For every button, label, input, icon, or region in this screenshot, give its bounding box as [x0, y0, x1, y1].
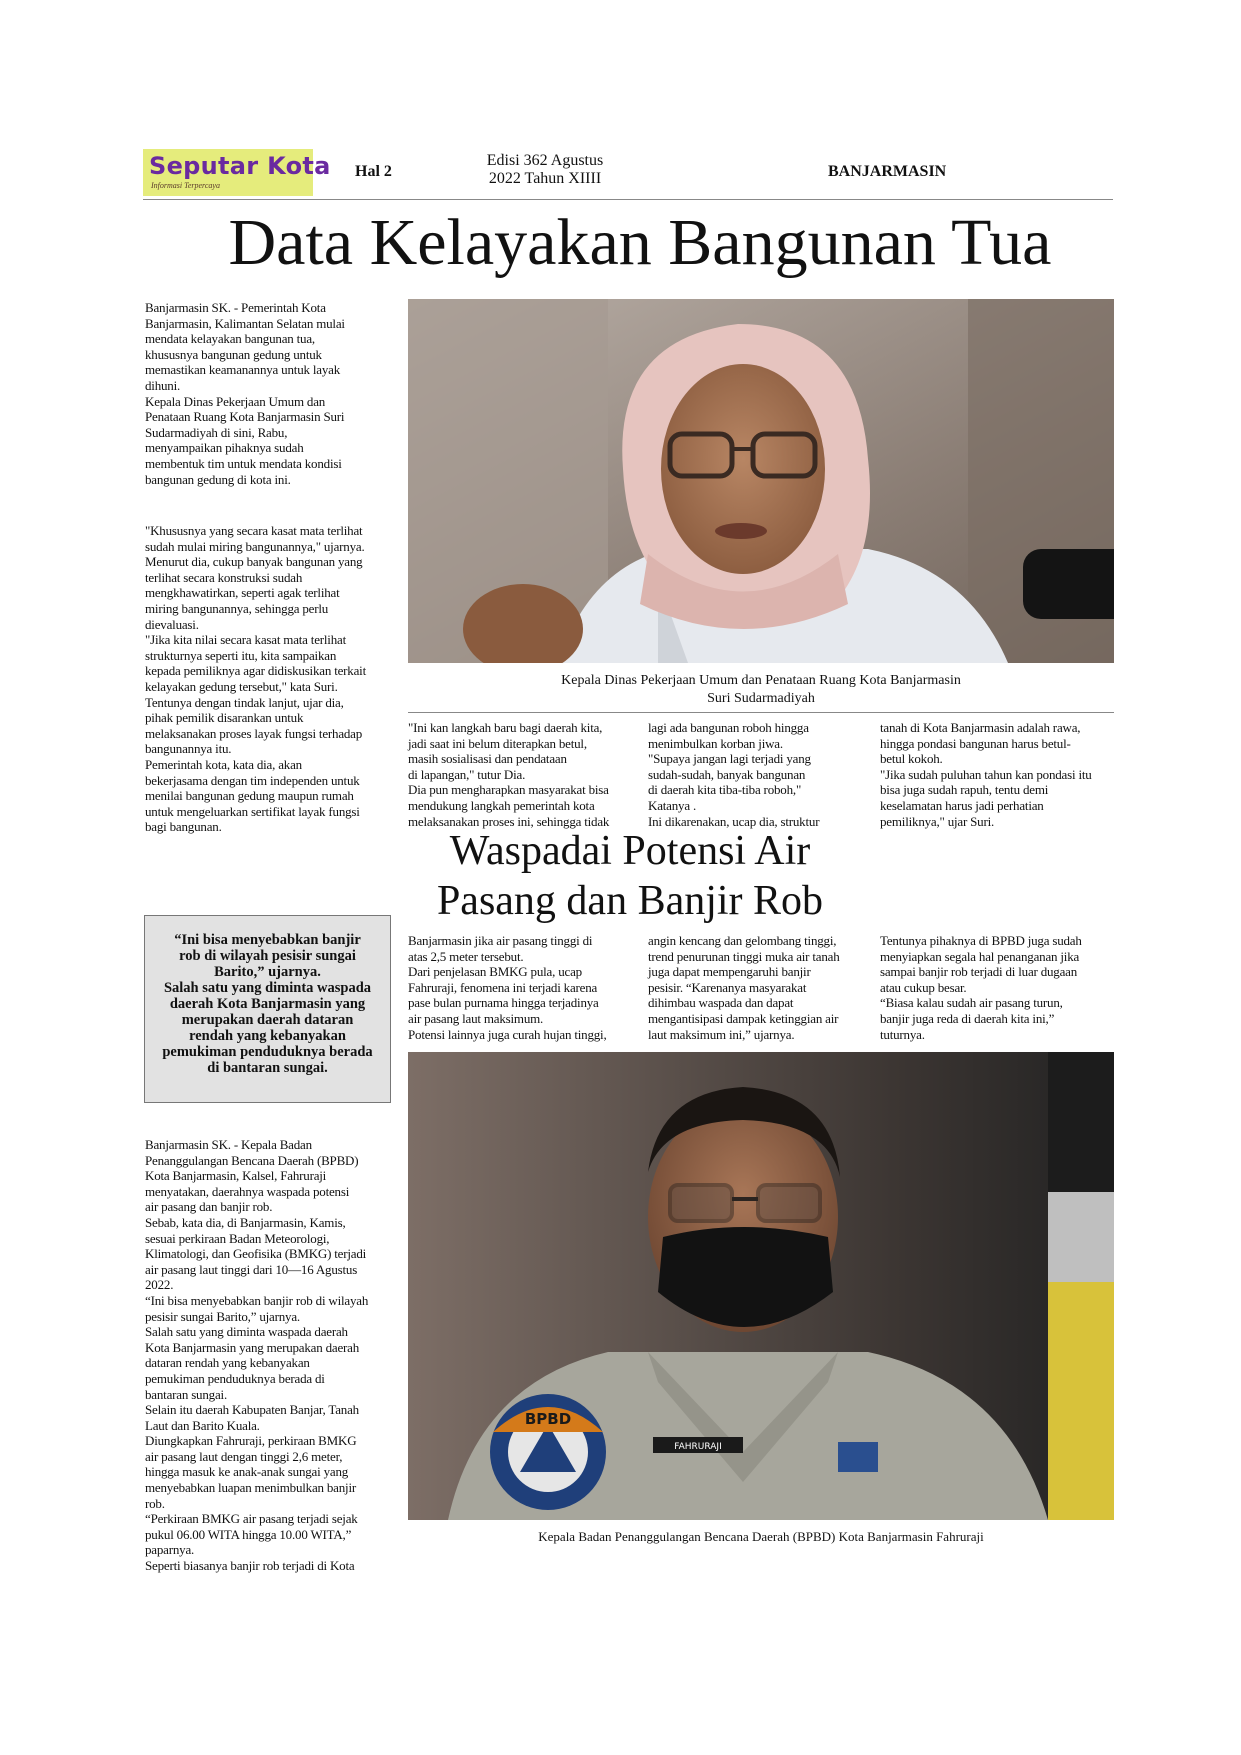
page-number: Hal 2: [355, 163, 392, 180]
pull-quote-box: [144, 915, 391, 1103]
article2-headline: Waspadai Potensi Air Pasang dan Banjir Rob: [436, 828, 824, 924]
article2-col1: Banjarmasin SK. - Kepala Badan Penanggulangan Bencana Daerah (BPBD) Kota Banjarmasin, Kalsel, Fahruraji menyatakan, daerahnya waspada potensi air pasang dan banjir rob. Sebab, kata dia, di Banjarmasin, Kamis, sesuai perkiraan Badan Meteorologi, Klimatologi, dan Geofisika (BMKG) terjadi air pasang laut tinggi dari 10—16 Agustus 2022. “Ini bisa menyebabkan banjir rob di wilayah pesisir sungai Barito,” ujarnya. Salah satu yang diminta waspada daerah Kota Banjarmasin yang merupakan daerah dataran rendah yang kebanyakan pemukiman penduduknya berada di bantaran sungai. Selain itu daerah Kabupaten Banjar, Tanah Laut dan Barito Kuala. Diungkapkan Fahruraji, perkiraan BMKG air pasang laut dengan tinggi 2,6 meter, hingga masuk ke anak-anak sungai yang menyebabkan luapan menimbulkan banjir rob. “Perkiraan BMKG air pasang terjadi sejak pukul 06.00 WITA hingga 10.00 WITA,” paparnya. Seperti biasanya banjir rob terjadi di Kota: [145, 1137, 369, 1574]
portrait-bpbd-official: [408, 1052, 1114, 1520]
logo-wordmark: Seputar Kota: [149, 152, 331, 180]
publication-logo: [143, 149, 331, 196]
article1-col1-body: "Khususnya yang secara kasat mata terlihat sudah mulai miring bangunannya," ujarnya. Menurut dia, cukup banyak bangunan yang terlihat secara konstruksi sudah mengkhawatirkan, seperti agak terlihat miring bangunannya, sehingga perlu dievaluasi. "Jika kita nilai secara kasat mata terlihat strukturnya seperti itu, kita sampaikan kepada pemiliknya agar didiskusikan terkait kelayakan gedung tersebut," kata Suri. Tentunya dengan tindak lanjut, ujar dia, pihak pemilik disarankan untuk melaksanakan proses layak fungsi terhadap bangunannya itu. Pemerintah kota, kata dia, akan bekerjasama dengan tim independen untuk menilai bangunan gedung maupun rumah untuk mengeluarkan sertifikat layak fungsi bagi bangunan.: [145, 523, 366, 835]
article2-col3: angin kencang dan gelombang tinggi, trend penurunan tinggi muka air tanah juga dapat mempengaruhi banjir pesisir. “Karenanya masyarakat dihimbau waspada dan dapat mengantisipasi dampak ketinggian air laut maksimum ini,” ujarnya.: [648, 933, 840, 1042]
logo-tagline: Informasi Terpercaya: [151, 181, 220, 190]
article2-col4: Tentunya pihaknya di BPBD juga sudah menyiapkan segala hal penanganan jika sampai banjir rob terjadi di luar dugaan atau cukup besar. “Biasa kalau sudah air pasang turun, banjir juga reda di daerah kita ini,” tuturnya.: [880, 933, 1082, 1042]
article1-photo: [408, 299, 1114, 663]
article1-col1-intro: Banjarmasin SK. - Pemerintah Kota Banjarmasin, Kalimantan Selatan mulai mendata kelayakan bangunan tua, khususnya bangunan gedung untuk memastikan keamanannya untuk layak dihuni. Kepala Dinas Pekerjaan Umum dan Penataan Ruang Kota Banjarmasin Suri Sudarmadiyah di sini, Rabu, menyampaikan pihaknya sudah membentuk tim untuk mendata kondisi bangunan gedung di kota ini.: [145, 300, 345, 487]
article1-col2: "Ini kan langkah baru bagi daerah kita, jadi saat ini belum diterapkan betul, masih sosialisasi dan pendataan di lapangan," tutur Dia. Dia pun mengharapkan masyarakat bisa mendukung langkah pemerintah kota melaksanakan proses ini, sehingga tidak: [408, 720, 610, 829]
article1-col3: lagi ada bangunan roboh hingga menimbulkan korban jiwa. "Supaya jangan lagi terjadi yang sudah-sudah, banyak bangunan di daerah kita tiba-tiba roboh," Katanya . Ini dikarenakan, ucap dia, struktur: [648, 720, 820, 829]
article1-caption-rule: [408, 712, 1114, 713]
portrait-official-hijab: [408, 299, 1114, 663]
article2-photo: [408, 1052, 1114, 1520]
article2-photo-caption: Kepala Badan Penanggulangan Bencana Daerah (BPBD) Kota Banjarmasin Fahruraji: [538, 1529, 984, 1544]
article1-photo-caption: Kepala Dinas Pekerjaan Umum dan Penataan Ruang Kota Banjarmasin Suri Sudarmadiyah: [561, 673, 961, 706]
header-rule: [143, 199, 1113, 200]
article2-col2: Banjarmasin jika air pasang tinggi di atas 2,5 meter tersebut. Dari penjelasan BMKG pula, ucap Fahruraji, fenomena ini terjadi karena pase bulan purnama hingga terjadinya air pasang laut maksimum. Potensi lainnya juga curah hujan tinggi,: [408, 933, 607, 1042]
edition-info: Edisi 362 Agustus 2022 Tahun XIIII: [486, 152, 604, 187]
bpbd-badge-text: BPBD: [524, 1410, 572, 1428]
pull-quote-text: “Ini bisa menyebabkan banjir rob di wilayah pesisir sungai Barito,” ujarnya. Salah satu yang diminta waspada daerah Kota Banjarmasin yang merupakan daerah dataran rendah yang kebanyakan pemukiman penduduknya berada di bantaran sungai.: [162, 932, 373, 1076]
article1-headline: Data Kelayakan Bangunan Tua: [228, 206, 1052, 279]
nametag-text: FAHRURAJI: [674, 1442, 722, 1452]
article1-col4: tanah di Kota Banjarmasin adalah rawa, hingga pondasi bangunan harus betul- betul kokoh. "Jika sudah puluhan tahun kan pondasi itu bisa juga sudah rapuh, tentu demi keselamatan harus jadi perhatian pemiliknya," ujar Suri.: [880, 720, 1092, 829]
city-label: BANJARMASIN: [828, 163, 947, 180]
